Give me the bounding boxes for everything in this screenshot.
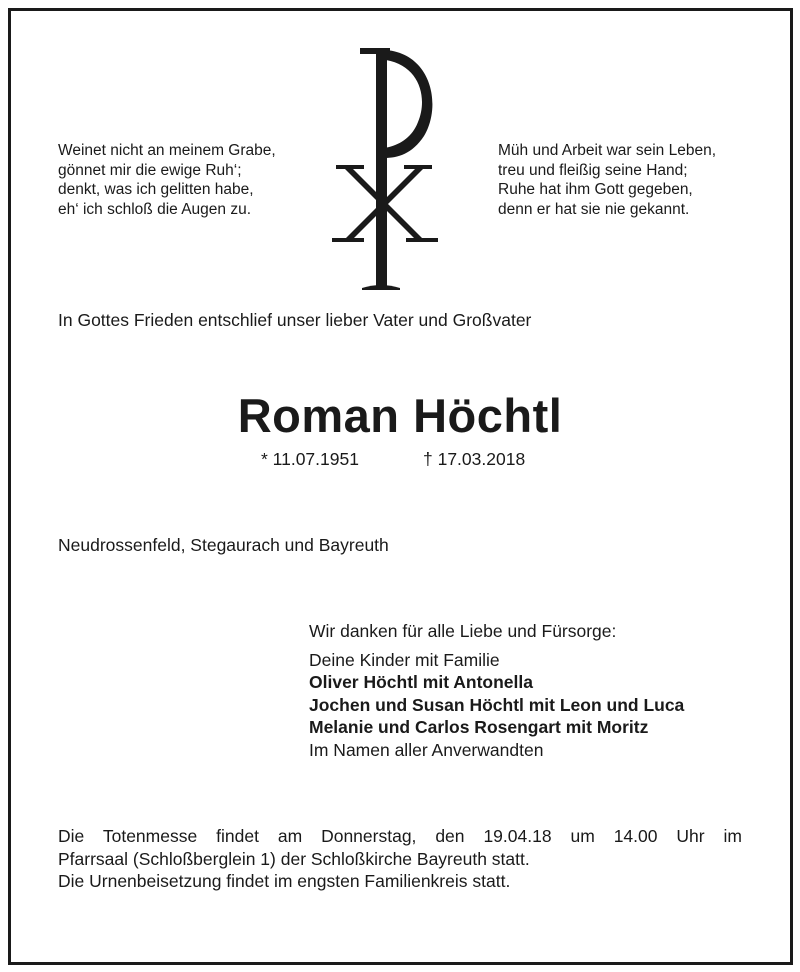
family-member: Jochen und Susan Höchtl mit Leon und Luca xyxy=(309,694,685,715)
mourners-block xyxy=(309,620,684,761)
family-member: Oliver Höchtl mit Antonella xyxy=(309,672,533,692)
thanks-line: Wir danken für alle Liebe und Fürsorge: xyxy=(309,621,617,641)
verse-right-line: denn er hat sie nie gekannt. xyxy=(498,200,690,218)
chi-rho-icon xyxy=(332,44,442,292)
verse-left xyxy=(58,141,276,219)
verse-left-line: eh‘ ich schloß die Augen zu. xyxy=(58,200,252,218)
verse-left-line: denkt, was ich gelitten habe, xyxy=(58,181,254,198)
verse-right-line: Müh und Arbeit war sein Leben, xyxy=(498,142,716,159)
funeral-line: Die Urnenbeisetzung findet im engsten Familienkreis statt. xyxy=(58,871,511,891)
verse-right-line: treu und fleißig seine Hand; xyxy=(498,161,688,179)
funeral-details xyxy=(58,825,742,893)
children-line: Deine Kinder mit Familie xyxy=(309,649,500,670)
verse-right-line: Ruhe hat ihm Gott gegeben, xyxy=(498,181,693,198)
family-member: Melanie und Carlos Rosengart mit Moritz xyxy=(309,717,649,737)
death-date: † 17.03.2018 xyxy=(423,449,526,469)
funeral-line: Pfarrsaal (Schloßberglein 1) der Schloßkirche Bayreuth statt. xyxy=(58,848,530,869)
deceased-name: Roman Höchtl xyxy=(237,389,563,442)
verse-left-line: gönnet mir die ewige Ruh‘; xyxy=(58,161,242,179)
birth-date: * 11.07.1951 xyxy=(261,449,359,469)
intro-text: In Gottes Frieden entschlief unser lieber Vater und Großvater xyxy=(58,310,532,330)
location-text: Neudrossenfeld, Stegaurach und Bayreuth xyxy=(58,535,389,555)
closing-line: Im Namen aller Anverwandten xyxy=(309,739,544,760)
verse-right xyxy=(498,141,716,219)
verse-left-line: Weinet nicht an meinem Grabe, xyxy=(58,142,276,159)
funeral-line: Die Totenmesse findet am Donnerstag, den 19.04.18 um 14.00 Uhr im xyxy=(58,826,742,846)
